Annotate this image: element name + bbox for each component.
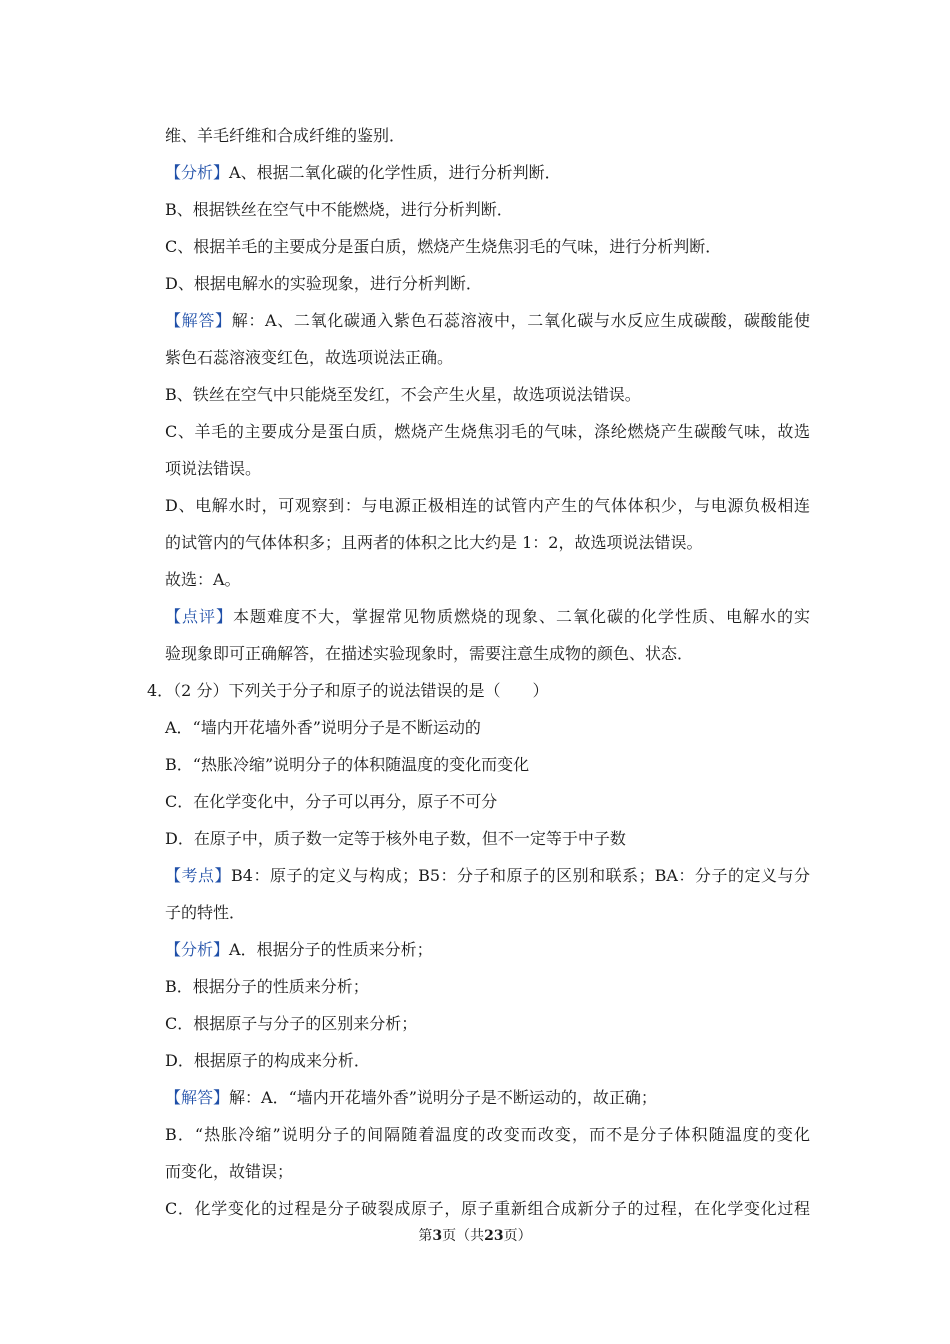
line-text: 解：A、二氧化碳通入紫色石蕊溶液中，二氧化碳与水反应生成碳酸，碳酸能使 — [231, 311, 810, 330]
text-line — [165, 643, 810, 665]
total-page-count: 23 — [484, 1228, 504, 1244]
line-text: B、铁丝在空气中只能烧至发红，不会产生火星，故选项说法错误。 — [165, 385, 641, 404]
comment-line — [165, 606, 810, 628]
answer-line — [165, 310, 810, 332]
text-line — [165, 1013, 810, 1035]
text-line — [165, 458, 810, 480]
footer-mid: 页（共 — [442, 1228, 485, 1244]
line-text: 项说法错误。 — [165, 459, 262, 478]
line-text: C、羊毛的主要成分是蛋白质，燃烧产生烧焦羽毛的气味，涤纶燃烧产生碳酸气味，故选 — [165, 422, 810, 441]
footer-prefix: 第 — [418, 1228, 433, 1244]
option-b — [165, 754, 810, 776]
line-text: A．根据分子的性质来分析； — [229, 940, 433, 959]
text-line — [165, 1198, 810, 1220]
text-line — [165, 347, 810, 369]
line-text: B4：原子的定义与构成；B5：分子和原子的区别和联系；BA：分子的定义与分 — [231, 866, 810, 885]
line-text: B、根据铁丝在空气中不能燃烧，进行分析判断． — [165, 200, 513, 219]
text-line — [165, 1050, 810, 1072]
text-line — [165, 495, 810, 517]
analysis-tag: 【分析】 — [165, 163, 230, 182]
footer-suffix: 页） — [503, 1228, 532, 1244]
text-line — [165, 421, 810, 443]
line-text: 解：A．“墙内开花墙外香”说明分子是不断运动的，故正确； — [229, 1088, 657, 1107]
option-a — [165, 717, 810, 739]
line-text: 的试管内的气体体积多；且两者的体积之比大约是 1：2，故选项说法错误。 — [165, 533, 703, 552]
line-text: B．根据分子的性质来分析； — [165, 977, 369, 996]
line-text: A、根据二氧化碳的化学性质，进行分析判断． — [229, 163, 561, 182]
line-text: A．“墙内开花墙外香”说明分子是不断运动的 — [165, 718, 481, 737]
option-c — [165, 791, 810, 813]
answer-tag: 【解答】 — [165, 1088, 230, 1107]
text-line — [165, 236, 810, 258]
page-footer — [0, 1226, 950, 1246]
line-text: D．在原子中，质子数一定等于核外电子数，但不一定等于中子数 — [165, 829, 626, 848]
text-line — [165, 384, 810, 406]
text-line — [165, 1124, 810, 1146]
text-line — [165, 569, 810, 591]
line-text: 故选：A。 — [165, 570, 241, 589]
comment-tag: 【点评】 — [165, 607, 233, 626]
text-line — [165, 125, 810, 147]
line-text: D、电解水时，可观察到：与电源正极相连的试管内产生的气体体积少，与电源负极相连 — [165, 496, 810, 515]
line-text: C．在化学变化中，分子可以再分，原子不可分 — [165, 792, 498, 811]
text-line — [165, 976, 810, 998]
answer-tag: 【解答】 — [165, 311, 232, 330]
line-text: 本题难度不大，掌握常见物质燃烧的现象、二氧化碳的化学性质、电解水的实 — [233, 607, 810, 626]
line-text: B．“热胀冷缩”说明分子的间隔随着温度的改变而改变，而不是分子体积随温度的变化 — [165, 1125, 810, 1144]
answer-line — [165, 1087, 810, 1109]
line-text: 而变化，故错误； — [165, 1162, 294, 1181]
text-line — [165, 199, 810, 221]
line-text: 维、羊毛纤维和合成纤维的鉴别． — [165, 126, 406, 145]
question-4-stem — [147, 680, 792, 702]
text-line — [165, 273, 810, 295]
option-d — [165, 828, 810, 850]
line-text: 紫色石蕊溶液变红色，故选项说法正确。 — [165, 348, 454, 367]
current-page-number: 3 — [432, 1228, 443, 1244]
knowledge-point-tag: 【考点】 — [165, 866, 232, 885]
text-line — [165, 532, 810, 554]
line-text: 4．（2 分）下列关于分子和原子的说法错误的是（ ） — [147, 681, 549, 700]
analysis-line — [165, 939, 810, 961]
line-text: C、根据羊毛的主要成分是蛋白质，燃烧产生烧焦羽毛的气味，进行分析判断． — [165, 237, 722, 256]
line-text: 验现象即可正确解答，在描述实验现象时，需要注意生成物的颜色、状态． — [165, 644, 694, 663]
analysis-line — [165, 162, 810, 184]
analysis-tag: 【分析】 — [165, 940, 230, 959]
line-text: D、根据电解水的实验现象，进行分析判断． — [165, 274, 482, 293]
line-text: B．“热胀冷缩”说明分子的体积随温度的变化而变化 — [165, 755, 530, 774]
line-text: C．化学变化的过程是分子破裂成原子，原子重新组合成新分子的过程，在化学变化过程 — [165, 1199, 810, 1218]
line-text: 子的特性． — [165, 903, 246, 922]
text-line — [165, 1161, 810, 1183]
line-text: C．根据原子与分子的区别来分析； — [165, 1014, 418, 1033]
line-text: D．根据原子的构成来分析． — [165, 1051, 370, 1070]
text-line — [165, 902, 810, 924]
knowledge-point-line — [165, 865, 810, 887]
